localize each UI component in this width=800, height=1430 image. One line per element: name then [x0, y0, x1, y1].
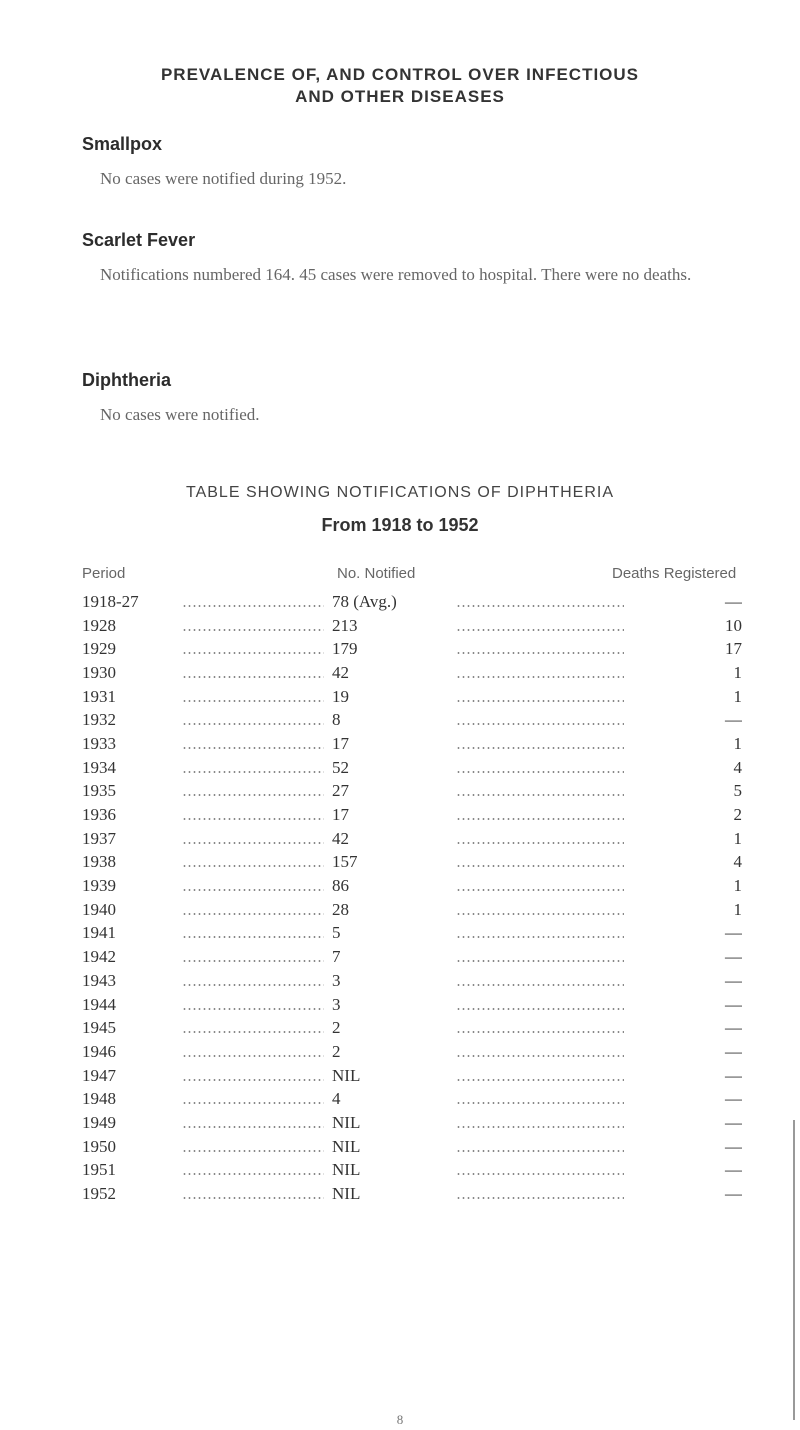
period-cell: 1947 [82, 1065, 116, 1085]
notified-cell: 8 [332, 710, 341, 730]
period-cell: 1937 [82, 828, 116, 848]
table-row [82, 945, 742, 969]
deaths-cell: — [725, 923, 742, 943]
period-cell: 1934 [82, 757, 116, 777]
table-row [82, 803, 742, 827]
notified-cell: 42 [332, 662, 349, 682]
diphtheria-text: No cases were notified. [100, 405, 260, 424]
notified-cell: NIL [332, 1136, 361, 1156]
period-cell: 1951 [82, 1160, 116, 1180]
dot-leader [182, 1031, 324, 1033]
leader-dots [442, 1087, 642, 1111]
page-title-line-2: AND OTHER DISEASES [295, 87, 505, 106]
leader-dots [442, 1182, 642, 1206]
dot-leader [456, 1031, 624, 1033]
leader-dots [162, 1159, 332, 1183]
dot-leader [182, 818, 324, 820]
table-subtitle: From 1918 to 1952 [321, 515, 479, 535]
deaths-cell: — [725, 1018, 742, 1038]
leader-dots [442, 708, 642, 732]
leader-dots [442, 780, 642, 804]
dot-leader [456, 676, 624, 678]
deaths-cell: 5 [733, 781, 742, 801]
dot-leader [456, 1008, 624, 1010]
dot-leader [456, 605, 624, 607]
deaths-cell: 2 [733, 805, 742, 825]
dot-leader [182, 1055, 324, 1057]
period-cell: 1918-27 [82, 591, 139, 611]
notified-cell: 5 [332, 923, 341, 943]
deaths-cell: 1 [733, 828, 742, 848]
notified-cell: 78 (Avg.) [332, 591, 397, 611]
table-row [82, 922, 742, 946]
dot-leader [182, 794, 324, 796]
table-row [82, 614, 742, 638]
notified-cell: 86 [332, 876, 349, 896]
dot-leader [456, 1126, 624, 1128]
period-cell: 1938 [82, 852, 116, 872]
smallpox-text: No cases were notified during 1952. [100, 169, 347, 188]
column-header-notified: No. Notified [337, 565, 416, 582]
leader-dots [162, 898, 332, 922]
leader-dots [162, 590, 332, 614]
leader-dots [162, 637, 332, 661]
table-row [82, 637, 742, 661]
deaths-cell: — [725, 1112, 742, 1132]
leader-dots [442, 851, 642, 875]
dot-leader [456, 1055, 624, 1057]
leader-dots [442, 637, 642, 661]
table-row [82, 685, 742, 709]
notified-cell: NIL [332, 1160, 361, 1180]
leader-dots [442, 827, 642, 851]
leader-dots [162, 1016, 332, 1040]
period-cell: 1929 [82, 639, 116, 659]
dot-leader [182, 1197, 324, 1199]
leader-dots [442, 614, 642, 638]
table-row [82, 756, 742, 780]
table-row [82, 1040, 742, 1064]
deaths-cell: 1 [733, 899, 742, 919]
notified-cell: NIL [332, 1065, 361, 1085]
deaths-cell: — [725, 591, 742, 611]
dot-leader [456, 747, 624, 749]
table-row [82, 1111, 742, 1135]
smallpox-heading: Smallpox [82, 134, 163, 154]
period-cell: 1932 [82, 710, 116, 730]
leader-dots [442, 590, 642, 614]
leader-dots [442, 1159, 642, 1183]
scarlet-fever-text: Notifications numbered 164. 45 cases were removed to hospital. There were no deaths. [100, 265, 692, 284]
table-row [82, 1087, 742, 1111]
dot-leader [456, 794, 624, 796]
notified-cell: NIL [332, 1184, 361, 1204]
period-cell: 1944 [82, 994, 116, 1014]
period-cell: 1950 [82, 1136, 116, 1156]
deaths-cell: 1 [733, 876, 742, 896]
dot-leader [456, 865, 624, 867]
leader-dots [162, 851, 332, 875]
dot-leader [456, 960, 624, 962]
dot-leader [456, 1079, 624, 1081]
period-cell: 1952 [82, 1184, 116, 1204]
period-cell: 1939 [82, 876, 116, 896]
dot-leader [456, 842, 624, 844]
leader-dots [442, 1064, 642, 1088]
leader-dots [442, 969, 642, 993]
table-row [82, 1159, 742, 1183]
leader-dots [442, 922, 642, 946]
notified-cell: 2 [332, 1018, 341, 1038]
period-cell: 1928 [82, 615, 116, 635]
table-row [82, 874, 742, 898]
notified-cell: 3 [332, 994, 341, 1014]
leader-dots [162, 708, 332, 732]
dot-leader [182, 1173, 324, 1175]
leader-dots [162, 1182, 332, 1206]
leader-dots [162, 756, 332, 780]
leader-dots [442, 993, 642, 1017]
dot-leader [182, 913, 324, 915]
deaths-cell: — [725, 1136, 742, 1156]
leader-dots [162, 874, 332, 898]
leader-dots [442, 874, 642, 898]
deaths-cell: — [725, 1065, 742, 1085]
deaths-cell: — [725, 1041, 742, 1061]
dot-leader [456, 1173, 624, 1175]
dot-leader [456, 1102, 624, 1104]
leader-dots [162, 969, 332, 993]
leader-dots [162, 827, 332, 851]
deaths-cell: 1 [733, 733, 742, 753]
dot-leader [182, 676, 324, 678]
notified-cell: 4 [332, 1089, 341, 1109]
period-cell: 1949 [82, 1112, 116, 1132]
dot-leader [456, 889, 624, 891]
page-title [0, 64, 800, 108]
dot-leader [182, 629, 324, 631]
dot-leader [182, 842, 324, 844]
leader-dots [162, 1040, 332, 1064]
period-cell: 1945 [82, 1018, 116, 1038]
leader-dots [442, 732, 642, 756]
notified-cell: NIL [332, 1112, 361, 1132]
leader-dots [162, 993, 332, 1017]
leader-dots [442, 685, 642, 709]
deaths-cell: — [725, 994, 742, 1014]
column-header-period: Period [82, 565, 126, 582]
dot-leader [182, 771, 324, 773]
dot-leader [456, 936, 624, 938]
leader-dots [442, 945, 642, 969]
dot-leader [182, 605, 324, 607]
period-cell: 1935 [82, 781, 116, 801]
page-title-line-1: PREVALENCE OF, AND CONTROL OVER INFECTIOUS [160, 65, 640, 84]
leader-dots [442, 1016, 642, 1040]
leader-dots [162, 945, 332, 969]
notified-cell: 27 [332, 781, 349, 801]
period-cell: 1931 [82, 686, 116, 706]
dot-leader [182, 652, 324, 654]
table-row [82, 708, 742, 732]
page-number: 8 [396, 1412, 404, 1427]
dot-leader [182, 984, 324, 986]
period-cell: 1933 [82, 733, 116, 753]
dot-leader [456, 984, 624, 986]
dot-leader [182, 723, 324, 725]
period-cell: 1936 [82, 805, 116, 825]
leader-dots [162, 780, 332, 804]
leader-dots [442, 803, 642, 827]
table-title: TABLE SHOWING NOTIFICATIONS OF DIPHTHERIA [186, 484, 614, 501]
dot-leader [182, 960, 324, 962]
notified-cell: 7 [332, 947, 341, 967]
dot-leader [182, 1102, 324, 1104]
table-row [82, 851, 742, 875]
dot-leader [182, 1150, 324, 1152]
table-row [82, 732, 742, 756]
leader-dots [442, 1040, 642, 1064]
table-row [82, 661, 742, 685]
diphtheria-heading: Diphtheria [82, 370, 172, 390]
dot-leader [182, 936, 324, 938]
leader-dots [162, 1135, 332, 1159]
dot-leader [456, 1197, 624, 1199]
table-row [82, 1064, 742, 1088]
leader-dots [442, 1111, 642, 1135]
scarlet-fever-heading: Scarlet Fever [82, 230, 196, 250]
table-row [82, 780, 742, 804]
dot-leader [182, 865, 324, 867]
leader-dots [162, 1064, 332, 1088]
deaths-cell: — [725, 947, 742, 967]
period-cell: 1946 [82, 1041, 116, 1061]
notified-cell: 28 [332, 899, 349, 919]
leader-dots [162, 614, 332, 638]
dot-leader [182, 700, 324, 702]
deaths-cell: 4 [733, 852, 742, 872]
deaths-cell: 10 [725, 615, 742, 635]
period-cell: 1930 [82, 662, 116, 682]
dot-leader [456, 652, 624, 654]
period-cell: 1943 [82, 970, 116, 990]
table-row [82, 590, 742, 614]
dot-leader [182, 889, 324, 891]
notified-cell: 17 [332, 805, 349, 825]
leader-dots [442, 756, 642, 780]
dot-leader [456, 723, 624, 725]
dot-leader [456, 913, 624, 915]
notified-cell: 213 [332, 615, 358, 635]
diphtheria-table [82, 590, 742, 1206]
table-row [82, 969, 742, 993]
deaths-cell: 1 [733, 686, 742, 706]
table-row [82, 1135, 742, 1159]
deaths-cell: — [725, 970, 742, 990]
scan-edge-line [793, 1120, 795, 1420]
leader-dots [162, 1111, 332, 1135]
dot-leader [182, 1008, 324, 1010]
column-header-deaths: Deaths Registered [612, 565, 737, 582]
notified-cell: 3 [332, 970, 341, 990]
leader-dots [162, 922, 332, 946]
notified-cell: 179 [332, 639, 358, 659]
dot-leader [456, 700, 624, 702]
period-cell: 1940 [82, 899, 116, 919]
period-cell: 1941 [82, 923, 116, 943]
notified-cell: 42 [332, 828, 349, 848]
leader-dots [162, 1087, 332, 1111]
period-cell: 1942 [82, 947, 116, 967]
table-row [82, 898, 742, 922]
notified-cell: 19 [332, 686, 349, 706]
dot-leader [456, 818, 624, 820]
table-row [82, 1182, 742, 1206]
leader-dots [162, 661, 332, 685]
notified-cell: 52 [332, 757, 349, 777]
period-cell: 1948 [82, 1089, 116, 1109]
table-row [82, 827, 742, 851]
deaths-cell: 17 [725, 639, 742, 659]
leader-dots [162, 732, 332, 756]
table-row [82, 993, 742, 1017]
deaths-cell: — [725, 1160, 742, 1180]
dot-leader [456, 1150, 624, 1152]
table-row [82, 1016, 742, 1040]
notified-cell: 17 [332, 733, 349, 753]
dot-leader [456, 771, 624, 773]
deaths-cell: 1 [733, 662, 742, 682]
notified-cell: 157 [332, 852, 358, 872]
dot-leader [182, 1079, 324, 1081]
dot-leader [182, 1126, 324, 1128]
leader-dots [442, 661, 642, 685]
leader-dots [442, 1135, 642, 1159]
leader-dots [162, 803, 332, 827]
deaths-cell: — [725, 1184, 742, 1204]
deaths-cell: — [725, 710, 742, 730]
deaths-cell: — [725, 1089, 742, 1109]
dot-leader [456, 629, 624, 631]
notified-cell: 2 [332, 1041, 341, 1061]
leader-dots [442, 898, 642, 922]
deaths-cell: 4 [733, 757, 742, 777]
dot-leader [182, 747, 324, 749]
leader-dots [162, 685, 332, 709]
